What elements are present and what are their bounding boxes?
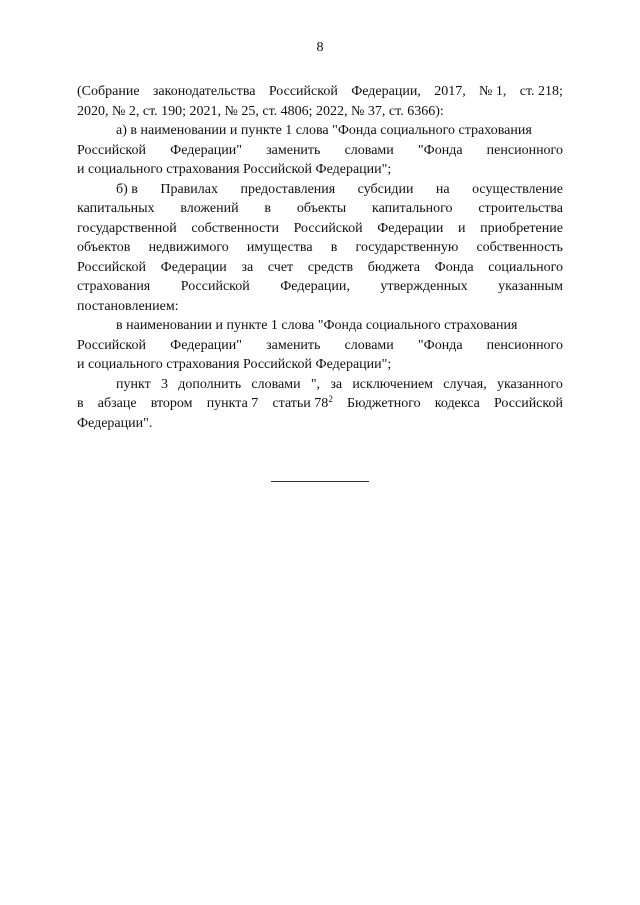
- text-segment: статьи $78^2$: [272, 394, 333, 411]
- text-segment: Федерации,: [280, 279, 350, 294]
- text-segment: пенсионного: [486, 142, 563, 158]
- text-segment: государственную: [355, 240, 459, 255]
- text-segment: средств: [307, 259, 354, 275]
- text-segment: 2017,: [434, 84, 466, 99]
- text-segment: 3: [160, 376, 168, 392]
- end-of-text-rule: [271, 481, 369, 482]
- text-segment: объекты: [296, 201, 347, 216]
- text-segment: дополнить: [178, 376, 242, 392]
- text-segment: Бюджетного: [346, 396, 421, 411]
- text-segment: исключением: [352, 376, 434, 392]
- text-line: [77, 238, 563, 258]
- text-line: [77, 180, 563, 200]
- text-line: [77, 355, 563, 375]
- text-line: [77, 336, 563, 356]
- text-segment: недвижимого: [148, 240, 229, 255]
- text-line: [77, 141, 563, 161]
- text-line: [77, 219, 563, 239]
- text-segment: государственной: [77, 220, 177, 236]
- text-segment: Правилах: [160, 181, 218, 197]
- text-segment: Федерации: [377, 220, 444, 236]
- text-segment: Фонда: [434, 259, 474, 275]
- text-segment: Российской: [493, 396, 563, 411]
- text-segment: постановлением:: [77, 298, 179, 314]
- text-segment: строительства: [478, 201, 563, 216]
- text-segment: в: [264, 201, 271, 216]
- text-segment: заменить: [266, 142, 321, 158]
- text-segment: счет: [267, 259, 294, 275]
- text-segment: случая,: [443, 376, 487, 392]
- text-segment: Российской: [180, 279, 250, 294]
- text-segment: Федерации: [160, 259, 227, 275]
- text-segment: в: [330, 240, 338, 255]
- text-segment: пункта 7: [206, 396, 259, 411]
- text-segment: кодекса: [434, 396, 480, 411]
- text-segment: социального: [488, 259, 563, 275]
- text-segment: приобретение: [480, 220, 563, 236]
- text-segment: втором: [150, 396, 193, 411]
- text-segment: Российской: [268, 84, 338, 99]
- text-segment: Федерации": [170, 337, 242, 353]
- text-segment: собственность: [476, 240, 563, 255]
- text-segment: в: [77, 396, 84, 411]
- text-segment: Федерации": [170, 142, 242, 158]
- text-segment: абзаце: [97, 396, 137, 411]
- text-line: [77, 316, 563, 336]
- text-segment: "Фонда: [417, 337, 463, 353]
- text-segment: объектов: [77, 240, 131, 255]
- text-line: [77, 102, 563, 122]
- text-segment: Федерации,: [351, 84, 421, 99]
- text-segment: и социального страхования Российской Федерации";: [77, 162, 392, 177]
- text-segment: страхования: [77, 279, 151, 294]
- text-segment: 2020, № 2, ст. 190; 2021, № 25, ст. 4806; 2022, № 37, ст. 6366):: [77, 103, 444, 119]
- text-segment: капитального: [372, 201, 453, 216]
- text-segment: предоставления: [240, 181, 336, 197]
- text-line: [77, 297, 563, 317]
- text-segment: и: [457, 220, 466, 236]
- text-segment: бюджета: [367, 259, 420, 275]
- text-segment: пенсионного: [486, 337, 563, 353]
- text-line: [77, 375, 563, 395]
- text-segment: осуществление: [472, 181, 563, 197]
- text-segment: заменить: [266, 337, 321, 353]
- text-segment: Российской: [77, 142, 146, 158]
- text-line: [77, 82, 563, 102]
- text-segment: № 1,: [479, 84, 507, 99]
- text-line: [77, 394, 563, 414]
- text-segment: а) в наименовании и пункте 1 слова "Фонда социального страхования: [116, 123, 532, 138]
- text-segment: б) в: [116, 181, 138, 197]
- text-segment: имущества: [246, 240, 313, 255]
- text-segment: Российской: [293, 220, 363, 236]
- text-segment: словами: [251, 376, 301, 392]
- text-line: [77, 199, 563, 219]
- text-segment: утвержденных: [380, 279, 468, 294]
- text-line: [77, 277, 563, 297]
- text-segment: за: [241, 259, 254, 275]
- text-segment: вложений: [180, 201, 239, 216]
- text-segment: Федерации".: [77, 415, 153, 431]
- text-segment: пункт: [116, 376, 151, 392]
- text-segment: субсидии: [357, 181, 414, 197]
- text-segment: Российской: [77, 259, 146, 275]
- text-segment: "Фонда: [417, 142, 463, 158]
- text-line: [77, 258, 563, 278]
- text-segment: словами: [344, 142, 394, 158]
- text-segment: ",: [310, 376, 321, 392]
- text-line: [77, 121, 563, 141]
- text-segment: указанным: [498, 279, 563, 294]
- text-segment: ст. 218;: [519, 84, 563, 99]
- text-segment: указанного: [496, 376, 563, 392]
- text-segment: словами: [344, 337, 394, 353]
- page-number: 8: [316, 40, 324, 55]
- document-body: [77, 82, 563, 433]
- text-segment: в наименовании и пункте 1 слова "Фонда социального страхования: [116, 318, 518, 333]
- text-segment: за: [330, 376, 343, 392]
- text-segment: законодательства: [152, 84, 256, 99]
- text-line: [77, 160, 563, 180]
- text-line: [77, 414, 563, 434]
- text-segment: капитальных: [77, 201, 155, 216]
- text-segment: на: [435, 181, 450, 197]
- text-segment: (Собрание: [77, 84, 140, 99]
- text-segment: Российской: [77, 337, 146, 353]
- text-segment: собственности: [191, 220, 279, 236]
- text-segment: и социального страхования Российской Федерации";: [77, 357, 392, 372]
- superscript: 2: [328, 394, 333, 404]
